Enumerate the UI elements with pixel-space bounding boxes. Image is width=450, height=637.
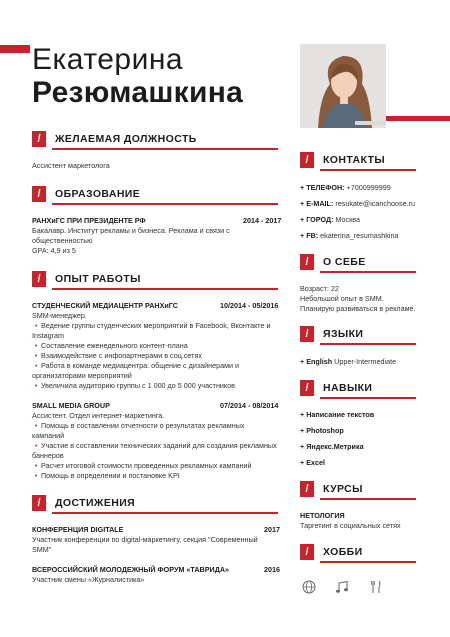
slash-icon: / bbox=[32, 186, 46, 202]
music-icon bbox=[333, 578, 351, 596]
skill-item: + Написание текстов bbox=[300, 410, 375, 419]
contact-phone-label: + ТЕЛЕФОН: bbox=[300, 183, 345, 192]
section-title: ХОББИ bbox=[323, 546, 363, 558]
slash-icon: / bbox=[32, 131, 46, 147]
section-position bbox=[32, 131, 197, 147]
photo-gray-bar bbox=[355, 121, 386, 125]
language-item bbox=[300, 357, 396, 366]
section-title: ОПЫТ РАБОТЫ bbox=[55, 273, 141, 285]
section-underline bbox=[52, 512, 278, 514]
about-line: Планирую развиваться в рекламе. bbox=[300, 304, 416, 313]
header-accent-bar bbox=[0, 45, 30, 53]
skill-item: + Яндекс.Метрика bbox=[300, 442, 364, 451]
section-title: ОБРАЗОВАНИЕ bbox=[55, 188, 141, 200]
section-title: О СЕБЕ bbox=[323, 256, 366, 268]
section-about bbox=[300, 254, 366, 270]
job1-bullet: • Ведение группы студенческих мероприятий в Facebook, Вконтакте и bbox=[41, 321, 271, 330]
section-underline bbox=[320, 343, 416, 345]
job2-bullet: • Помощь в составлении отчетности о результатах рекламных bbox=[41, 421, 244, 430]
job2-role: Ассистент. Отдел интернет-маркетинга. bbox=[32, 411, 165, 420]
achievement2-line1: Участник смены «Журналистика» bbox=[32, 575, 145, 584]
language-name: + English bbox=[300, 357, 333, 366]
slash-icon: / bbox=[32, 495, 46, 511]
job1-bullet-cont: организаторами мероприятий bbox=[32, 371, 132, 380]
section-achievements bbox=[32, 495, 135, 511]
education-line1: Бакалавр. Институт рекламы и бизнеса. Реклама и связи с bbox=[32, 226, 230, 235]
contact-email bbox=[300, 199, 415, 208]
slash-icon: / bbox=[300, 254, 314, 270]
contact-fb-value: ekaterina_resumashkina bbox=[320, 231, 399, 240]
contact-city bbox=[300, 215, 360, 224]
section-underline bbox=[52, 203, 278, 205]
achievement2-year: 2016 bbox=[264, 565, 280, 574]
job2-bullet: • Помощь в определении и постановке KPI bbox=[41, 471, 180, 480]
section-skills bbox=[300, 380, 372, 396]
contact-city-value: Москва bbox=[335, 215, 361, 224]
course-org: НЕТОЛОГИЯ bbox=[300, 511, 345, 520]
section-title: ДОСТИЖЕНИЯ bbox=[55, 497, 136, 509]
achievement1-line2: SMM" bbox=[32, 545, 52, 554]
slash-icon: / bbox=[300, 152, 314, 168]
contact-email-value: resukate@icanchoose.ru bbox=[335, 199, 415, 208]
job1-bullet: • Работа в команде медиацентра: общение с дизайнерами и bbox=[41, 361, 239, 370]
slash-icon: / bbox=[300, 326, 314, 342]
skill-item: + Excel bbox=[300, 458, 325, 467]
achievement1-line1: Участник конференции по digital-маркетингу, секция "Современный bbox=[32, 535, 258, 544]
job1-org: СТУДЕНЧЕСКИЙ МЕДИАЦЕНТР РАНХиГС bbox=[32, 301, 178, 310]
section-title: КОНТАКТЫ bbox=[323, 154, 386, 166]
job1-bullet: • Увеличила аудиторию группы с 1 000 до 5 000 участников bbox=[41, 381, 235, 390]
contact-fb bbox=[300, 231, 398, 240]
contact-email-label: + E-MAIL: bbox=[300, 199, 334, 208]
section-title: КУРСЫ bbox=[323, 483, 363, 495]
last-name: Резюмашкина bbox=[32, 76, 244, 109]
about-line: Небольшой опыт в SMM. bbox=[300, 294, 384, 303]
education-org: РАНХиГС ПРИ ПРЕЗИДЕНТЕ РФ bbox=[32, 216, 146, 225]
section-education bbox=[32, 186, 140, 202]
job2-bullet-cont: баннеров bbox=[32, 451, 64, 460]
job1-bullet-cont: Instagram bbox=[32, 331, 64, 340]
job2-bullet: • Расчет итоговой стоимости проведенных рекламных кампаний bbox=[41, 461, 252, 470]
education-dates: 2014 - 2017 bbox=[243, 216, 282, 225]
education-line2: общественностью bbox=[32, 236, 93, 245]
position-value: Ассистент маркетолога bbox=[32, 161, 110, 170]
section-title: ЯЗЫКИ bbox=[323, 328, 364, 340]
section-underline bbox=[52, 288, 278, 290]
course-name: Таргетинг в социальных сетях bbox=[300, 521, 401, 530]
achievement2-org: ВСЕРОССИЙСКИЙ МОЛОДЕЖНЫЙ ФОРУМ «ТАВРИДА» bbox=[32, 565, 230, 574]
achievement1-year: 2017 bbox=[264, 525, 280, 534]
job1-bullet: • Взаимодействие с инфопартнерами в соц.сетях bbox=[41, 351, 202, 360]
about-line: Возраст: 22 bbox=[300, 284, 339, 293]
slash-icon: / bbox=[300, 481, 314, 497]
section-title: ЖЕЛАЕМАЯ ДОЛЖНОСТЬ bbox=[55, 133, 197, 145]
section-contacts bbox=[300, 152, 385, 168]
job1-role: SMM-менеджер. bbox=[32, 311, 87, 320]
slash-icon: / bbox=[32, 271, 46, 287]
first-name: Екатерина bbox=[32, 43, 184, 76]
section-experience bbox=[32, 271, 141, 287]
section-languages bbox=[300, 326, 363, 342]
section-courses bbox=[300, 481, 363, 497]
education-gpa: GPA: 4,9 из 5 bbox=[32, 246, 76, 255]
slash-icon: / bbox=[300, 380, 314, 396]
contact-fb-label: + FB: bbox=[300, 231, 319, 240]
contact-phone-value: +7000999999 bbox=[346, 183, 391, 192]
skill-item: + Photoshop bbox=[300, 426, 344, 435]
globe-icon bbox=[300, 578, 318, 596]
section-underline bbox=[320, 169, 416, 171]
job2-bullet-cont: кампаний bbox=[32, 431, 65, 440]
achievement1-org: КОНФЕРЕНЦИЯ DIGITALE bbox=[32, 525, 124, 534]
fork-knife-icon bbox=[367, 578, 385, 596]
section-underline bbox=[320, 397, 416, 399]
section-title: НАВЫКИ bbox=[323, 382, 373, 394]
job2-bullet: • Участие в составлении технических заданий для создания рекламных bbox=[41, 441, 277, 450]
section-hobbies bbox=[300, 544, 363, 560]
section-underline bbox=[320, 498, 416, 500]
portrait-illustration bbox=[300, 44, 386, 128]
section-underline bbox=[320, 561, 416, 563]
slash-icon: / bbox=[300, 544, 314, 560]
profile-photo bbox=[300, 44, 386, 128]
section-underline bbox=[320, 271, 416, 273]
photo-accent-bar bbox=[386, 116, 450, 121]
contact-city-label: + ГОРОД: bbox=[300, 215, 334, 224]
section-underline bbox=[52, 148, 278, 150]
language-level: Upper-Intermediate bbox=[334, 357, 397, 366]
job1-dates: 10/2014 - 05/2016 bbox=[220, 301, 279, 310]
job2-dates: 07/2014 - 08/2014 bbox=[220, 401, 279, 410]
contact-phone bbox=[300, 183, 391, 192]
job2-org: SMALL MEDIA GROUP bbox=[32, 401, 110, 410]
job1-bullet: • Составление еженедельного контент-плана bbox=[41, 341, 188, 350]
